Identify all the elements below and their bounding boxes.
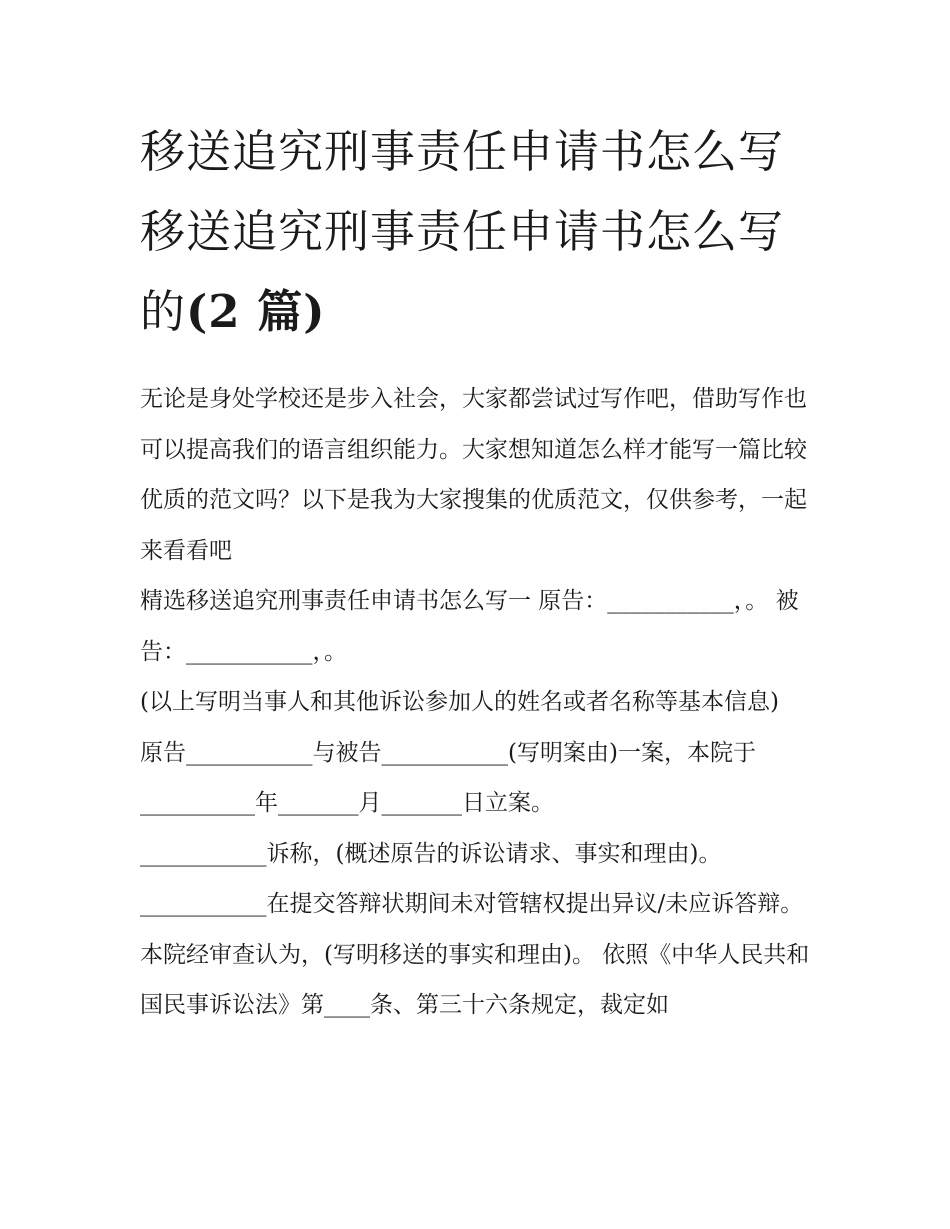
court-ruling-paragraph: 本院经审查认为，(写明移送的事实和理由)。 依照《中华人民共和国民事诉讼法》第____条、第三十六条规定，裁定如 xyxy=(140,941,810,1018)
defendant-response-paragraph: ___________在提交答辩状期间未对管辖权提出异议/未应诉答辩。 xyxy=(140,891,804,917)
parties-paragraph: 精选移送追究刑事责任申请书怎么写一 原告：___________，。 被告：___________，。 xyxy=(140,588,799,665)
document-title xyxy=(140,112,820,352)
document-body xyxy=(140,374,820,1031)
parties-note-paragraph: (以上写明当事人和其他诉讼参加人的姓名或者名称等基本信息) xyxy=(140,689,779,715)
plaintiff-claim-paragraph: ___________诉称，(概述原告的诉讼请求、事实和理由)。 xyxy=(140,840,722,867)
case-filing-paragraph: 原告___________与被告___________(写明案由)一案，本院于__________年_______月_______日立案。 xyxy=(140,739,756,816)
document-content xyxy=(140,112,820,1031)
intro-paragraph: 无论是身处学校还是步入社会，大家都尝试过写作吧，借助写作也可以提高我们的语言组织能力。大家想知道怎么样才能写一篇比较优质的范文吗？以下是我为大家搜集的优质范文，仅供参考，一起来看看吧 xyxy=(140,386,807,564)
title-count: (2 篇) xyxy=(186,285,326,338)
title-text: 移送追究刑事责任申请书怎么写 移送追究刑事责任申请书怎么写的 xyxy=(140,125,785,338)
